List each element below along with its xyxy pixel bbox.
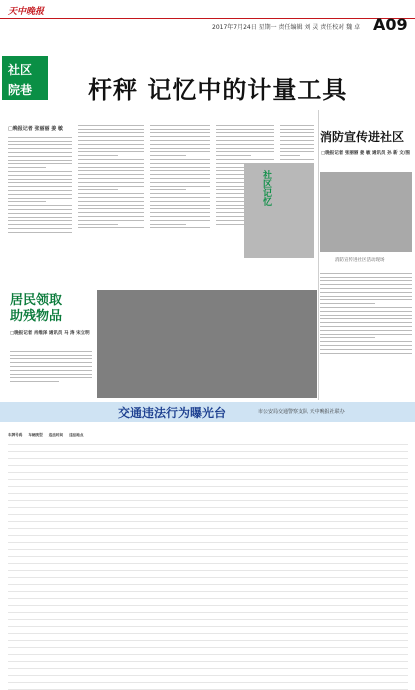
- text-line: [150, 189, 186, 190]
- table-row: [8, 648, 408, 655]
- text-line: [8, 205, 72, 206]
- table-row: [8, 452, 408, 459]
- text-line: [320, 280, 412, 281]
- text-line: [320, 296, 412, 297]
- text-line: [280, 159, 314, 160]
- text-line: [216, 159, 274, 160]
- text-line: [320, 353, 412, 354]
- text-line: [150, 163, 210, 164]
- text-line: [8, 179, 72, 180]
- bottom-story-title-line1: 居民领取: [10, 293, 63, 308]
- text-line: [150, 140, 210, 141]
- text-line: [78, 189, 118, 190]
- header-location: 违法地点: [69, 433, 84, 437]
- column-divider: [318, 110, 319, 400]
- text-line: [8, 213, 72, 214]
- main-byline: □晚报记者 张丽丽 姜 敏: [8, 126, 63, 132]
- table-row: [8, 445, 408, 452]
- text-line: [280, 132, 314, 133]
- traffic-table: [8, 432, 408, 667]
- bottom-story-title: [10, 293, 62, 325]
- text-line: [216, 155, 251, 156]
- bottom-story-photo: [97, 290, 317, 398]
- text-line: [78, 132, 144, 133]
- text-line: [10, 381, 59, 382]
- text-line: [320, 337, 375, 338]
- table-row: [8, 473, 408, 480]
- text-line: [320, 288, 412, 289]
- text-line: [150, 197, 210, 198]
- text-line: [216, 129, 274, 130]
- text-line: [216, 144, 274, 145]
- text-line: [216, 140, 274, 141]
- text-line: [150, 193, 210, 194]
- text-line: [320, 334, 412, 335]
- text-line: [150, 201, 210, 202]
- text-line: [8, 144, 72, 145]
- text-line: [78, 170, 144, 171]
- text-line: [216, 136, 274, 137]
- text-line: [150, 227, 210, 228]
- text-line: [78, 136, 144, 137]
- text-line: [8, 209, 72, 210]
- text-line: [150, 174, 210, 175]
- text-line: [78, 193, 144, 194]
- text-line: [8, 232, 72, 233]
- table-row: [8, 543, 408, 550]
- text-line: [78, 148, 144, 149]
- header-plate: 车牌号码: [8, 433, 23, 437]
- text-line: [150, 186, 210, 187]
- text-line: [8, 201, 46, 202]
- bottom-story-title-line2: 助残物品: [10, 309, 63, 324]
- text-line: [280, 148, 314, 149]
- text-line: [320, 299, 412, 300]
- text-line: [8, 220, 72, 221]
- header-time: 违法时间: [48, 433, 64, 437]
- text-line: [8, 171, 72, 172]
- text-line: [8, 141, 72, 142]
- table-row: [8, 613, 408, 620]
- text-line: [8, 190, 72, 191]
- text-line: [8, 137, 72, 138]
- text-line: [8, 156, 72, 157]
- text-line: [216, 148, 274, 149]
- text-line: [8, 160, 72, 161]
- table-row: [8, 508, 408, 515]
- text-line: [78, 178, 144, 179]
- section-label-box: [2, 56, 48, 100]
- section-label-bottom: 院巷: [8, 83, 33, 97]
- dateline: 2017年7月24日 星期一 责任编辑 刘 灵 责任校对 魏 卓: [212, 24, 361, 31]
- text-line: [8, 163, 72, 164]
- text-line: [320, 326, 412, 327]
- table-row: [8, 676, 408, 683]
- table-row: [8, 550, 408, 557]
- table-row: [8, 578, 408, 585]
- table-row: [8, 606, 408, 613]
- text-line: [8, 198, 72, 199]
- text-line: [8, 152, 72, 153]
- text-line: [78, 163, 144, 164]
- text-line: [78, 129, 144, 130]
- scale-photo: [244, 163, 314, 258]
- table-row: [8, 662, 408, 669]
- text-line: [78, 197, 144, 198]
- table-row: [8, 557, 408, 564]
- traffic-table-rows: [8, 438, 408, 690]
- text-line: [78, 155, 118, 156]
- table-row: [8, 571, 408, 578]
- section-label-top: 社区: [8, 63, 33, 77]
- text-line: [10, 358, 92, 359]
- text-line: [216, 132, 274, 133]
- table-row: [8, 599, 408, 606]
- text-line: [150, 136, 210, 137]
- text-line: [320, 315, 412, 316]
- text-line: [10, 366, 92, 367]
- text-line: [150, 151, 210, 152]
- text-line: [150, 129, 210, 130]
- table-row: [8, 683, 408, 690]
- text-line: [150, 212, 210, 213]
- sidebar-byline: □晚报记者 张丽丽 姜 敏 通讯员 孙 新 文/图: [321, 151, 410, 156]
- text-line: [320, 307, 412, 308]
- text-line: [8, 228, 72, 229]
- text-line: [320, 273, 412, 274]
- text-line: [10, 355, 92, 356]
- text-line: [320, 318, 412, 319]
- text-line: [150, 125, 210, 126]
- text-line: [150, 144, 210, 145]
- text-line: [10, 362, 92, 363]
- table-row: [8, 585, 408, 592]
- sidebar-body: [320, 270, 412, 398]
- table-row: [8, 466, 408, 473]
- text-line: [150, 208, 210, 209]
- text-line: [320, 330, 412, 331]
- text-line: [78, 182, 144, 183]
- text-line: [150, 167, 210, 168]
- main-headline: 杆秤 记忆中的计量工具: [88, 75, 348, 104]
- text-line: [150, 216, 210, 217]
- text-line: [8, 186, 72, 187]
- text-line: [150, 148, 210, 149]
- table-row: [8, 641, 408, 648]
- page-number: A09: [373, 15, 408, 34]
- table-row: [8, 501, 408, 508]
- main-column-2: [78, 122, 144, 284]
- text-line: [8, 224, 72, 225]
- table-row: [8, 494, 408, 501]
- traffic-subtitle: 市公安局交通警察支队 天中晚报社联办: [258, 409, 345, 415]
- text-line: [320, 284, 412, 285]
- text-line: [8, 194, 72, 195]
- text-line: [150, 159, 210, 160]
- text-line: [280, 140, 314, 141]
- text-line: [78, 220, 144, 221]
- text-line: [150, 170, 210, 171]
- table-row: [8, 536, 408, 543]
- text-line: [78, 201, 144, 202]
- text-line: [78, 227, 144, 228]
- table-row: [8, 592, 408, 599]
- text-line: [78, 151, 144, 152]
- text-line: [150, 155, 186, 156]
- text-line: [320, 322, 412, 323]
- bottom-story-body: [10, 348, 92, 400]
- text-line: [10, 374, 92, 375]
- table-row: [8, 529, 408, 536]
- text-line: [78, 205, 144, 206]
- traffic-title: 交通违法行为曝光台: [118, 406, 227, 420]
- table-row: [8, 564, 408, 571]
- table-row: [8, 669, 408, 676]
- text-line: [280, 125, 314, 126]
- sidebar-caption: 消防宣传进社区活动现场: [335, 258, 385, 263]
- text-line: [150, 224, 186, 225]
- text-line: [280, 136, 314, 137]
- text-line: [78, 140, 144, 141]
- text-line: [320, 277, 412, 278]
- text-line: [78, 125, 144, 126]
- text-line: [150, 220, 210, 221]
- table-row: [8, 627, 408, 634]
- text-line: [320, 345, 412, 346]
- text-line: [78, 216, 144, 217]
- side-vertical-title: 社区记忆: [261, 170, 271, 206]
- masthead-rule: [0, 18, 415, 19]
- text-line: [320, 311, 412, 312]
- table-row: [8, 522, 408, 529]
- text-line: [320, 349, 412, 350]
- text-line: [10, 377, 92, 378]
- text-line: [216, 125, 274, 126]
- text-line: [78, 144, 144, 145]
- table-row: [8, 480, 408, 487]
- table-row: [8, 459, 408, 466]
- sidebar-photo: [320, 172, 412, 252]
- text-line: [78, 186, 144, 187]
- text-line: [78, 212, 144, 213]
- text-line: [78, 224, 118, 225]
- text-line: [150, 178, 210, 179]
- text-line: [78, 208, 144, 209]
- table-row: [8, 515, 408, 522]
- table-row: [8, 620, 408, 627]
- sidebar-title: 消防宣传进社区: [320, 130, 405, 144]
- text-line: [280, 144, 314, 145]
- text-line: [10, 370, 92, 371]
- text-line: [320, 292, 412, 293]
- table-row: [8, 487, 408, 494]
- text-line: [78, 159, 144, 160]
- newspaper-logo: 天中晚报: [8, 7, 45, 17]
- text-line: [8, 167, 46, 168]
- text-line: [150, 182, 210, 183]
- text-line: [150, 205, 210, 206]
- bottom-story-byline: □晚报记者 肖维泽 通讯员 马 涛 宋立明: [10, 331, 90, 336]
- text-line: [8, 175, 72, 176]
- text-line: [10, 351, 92, 352]
- text-line: [78, 167, 144, 168]
- text-line: [280, 151, 314, 152]
- main-column-1: [8, 134, 72, 284]
- text-line: [280, 129, 314, 130]
- text-line: [8, 148, 72, 149]
- main-column-3: [150, 122, 210, 284]
- table-row: [8, 438, 408, 445]
- text-line: [78, 174, 144, 175]
- text-line: [216, 151, 274, 152]
- table-row: [8, 634, 408, 641]
- text-line: [8, 217, 72, 218]
- text-line: [8, 182, 72, 183]
- text-line: [320, 303, 375, 304]
- header-type: 车辆类型: [28, 433, 43, 437]
- text-line: [150, 132, 210, 133]
- table-row: [8, 655, 408, 662]
- text-line: [280, 155, 300, 156]
- text-line: [320, 341, 412, 342]
